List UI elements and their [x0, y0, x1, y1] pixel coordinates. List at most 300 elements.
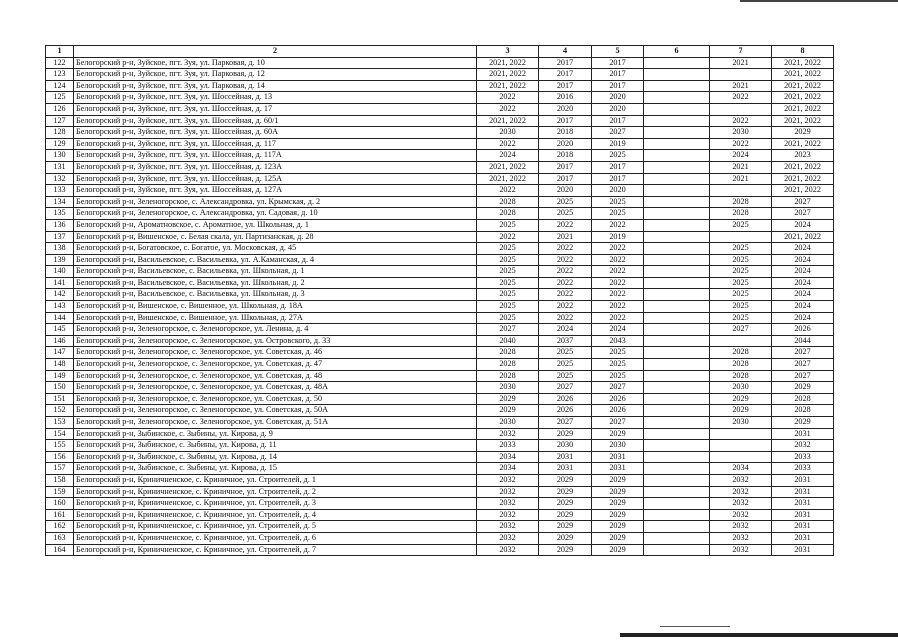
- table-cell: 2024: [772, 289, 834, 301]
- table-cell: 2021: [710, 173, 772, 185]
- table-cell: Белогорский р-н, Зуйское, пгт. Зуя, ул. Парковая, д. 12: [74, 69, 477, 81]
- table-cell: Белогорский р-н, Зуйское, пгт. Зуя, ул. Шоссейная, д. 117: [74, 138, 477, 150]
- table-cell: 2024: [539, 324, 592, 336]
- table-cell: 2021, 2022: [477, 57, 539, 69]
- table-cell: 2029: [539, 498, 592, 510]
- table-cell: 2021, 2022: [477, 115, 539, 127]
- table-cell: Белогорский р-н, Зуйское, пгт. Зуя, ул. Шоссейная, д. 60А: [74, 127, 477, 139]
- table-cell: 124: [46, 80, 74, 92]
- table-cell: [644, 69, 710, 81]
- table-cell: 2029: [539, 428, 592, 440]
- table-cell: 2025: [592, 150, 644, 162]
- table-cell: Белогорский р-н, Зыбинское, с. Зыбины, ул. Кирова, д. 11: [74, 440, 477, 452]
- table-cell: [644, 185, 710, 197]
- table-cell: 2029: [772, 127, 834, 139]
- table-cell: 141: [46, 277, 74, 289]
- table-cell: Белогорский р-н, Вишенское, с. Вишенное, ул. Школьная, д. 18А: [74, 301, 477, 313]
- table-cell: 163: [46, 532, 74, 544]
- table-cell: [644, 486, 710, 498]
- table-row: [46, 417, 834, 429]
- table-cell: 2032: [477, 428, 539, 440]
- table-cell: 149: [46, 370, 74, 382]
- table-cell: 2017: [539, 80, 592, 92]
- table-cell: [710, 428, 772, 440]
- table-cell: 2025: [477, 254, 539, 266]
- table-cell: 2025: [539, 359, 592, 371]
- table-cell: 2028: [477, 347, 539, 359]
- table-cell: 2021, 2022: [772, 185, 834, 197]
- table-cell: 2029: [592, 532, 644, 544]
- table-cell: 2020: [539, 103, 592, 115]
- table-row: [46, 208, 834, 220]
- scan-edge-top: [740, 0, 898, 2]
- table-cell: [644, 277, 710, 289]
- table-cell: 2022: [539, 289, 592, 301]
- header-cell: 8: [772, 46, 834, 58]
- table-cell: [644, 196, 710, 208]
- table-cell: 2031: [592, 463, 644, 475]
- table-cell: 2032: [710, 486, 772, 498]
- table-cell: 2027: [772, 347, 834, 359]
- table-cell: 135: [46, 208, 74, 220]
- table-cell: 2032: [477, 544, 539, 556]
- table-cell: [644, 393, 710, 405]
- table-row: [46, 486, 834, 498]
- table-cell: [644, 347, 710, 359]
- table-cell: 147: [46, 347, 74, 359]
- table-cell: Белогорский р-н, Зыбинское, с. Зыбины, ул. Кирова, д. 9: [74, 428, 477, 440]
- table-cell: 2027: [772, 370, 834, 382]
- table-cell: [644, 428, 710, 440]
- table-row: [46, 173, 834, 185]
- table-cell: 2028: [477, 370, 539, 382]
- table-cell: [644, 544, 710, 556]
- table-cell: 162: [46, 521, 74, 533]
- table-cell: [644, 301, 710, 313]
- table-cell: 2025: [592, 347, 644, 359]
- table-cell: 2024: [772, 312, 834, 324]
- table-cell: 160: [46, 498, 74, 510]
- table-cell: Белогорский р-н, Васильевское, с. Васильевка, ул. Школьная, д. 2: [74, 277, 477, 289]
- table-cell: [644, 138, 710, 150]
- table-cell: 2025: [710, 312, 772, 324]
- table-cell: [644, 359, 710, 371]
- table-cell: 143: [46, 301, 74, 313]
- table-cell: 2029: [710, 393, 772, 405]
- table-cell: Белогорский р-н, Зеленогорское, с. Александровка, ул. Крымская, д. 2: [74, 196, 477, 208]
- table-cell: Белогорский р-н, Зуйское, пгт. Зуя, ул. Парковая, д. 10: [74, 57, 477, 69]
- table-cell: 2032: [710, 521, 772, 533]
- table-cell: 2031: [539, 463, 592, 475]
- table-cell: 139: [46, 254, 74, 266]
- table-cell: Белогорский р-н, Зеленогорское, с. Зеленогорское, ул. Советская, д. 48А: [74, 382, 477, 394]
- table-cell: [644, 417, 710, 429]
- table-cell: 2029: [539, 521, 592, 533]
- table-cell: 2025: [477, 277, 539, 289]
- table-cell: 2017: [592, 69, 644, 81]
- table-row: [46, 428, 834, 440]
- table-cell: [644, 509, 710, 521]
- table-cell: Белогорский р-н, Криничненское, с. Криничное, ул. Строителей, д. 7: [74, 544, 477, 556]
- table-cell: 2022: [477, 185, 539, 197]
- table-cell: 2022: [592, 289, 644, 301]
- table-cell: 2025: [477, 243, 539, 255]
- table-row: [46, 498, 834, 510]
- table-cell: 2025: [477, 301, 539, 313]
- table-cell: 2031: [772, 509, 834, 521]
- housing-repair-schedule-table: [45, 45, 834, 556]
- table-cell: [644, 173, 710, 185]
- table-cell: 140: [46, 266, 74, 278]
- table-cell: 2025: [477, 312, 539, 324]
- table-cell: 126: [46, 103, 74, 115]
- table-cell: [644, 335, 710, 347]
- table-cell: 161: [46, 509, 74, 521]
- table-cell: Белогорский р-н, Зуйское, пгт. Зуя, ул. Шоссейная, д. 60/1: [74, 115, 477, 127]
- table-cell: 142: [46, 289, 74, 301]
- table-cell: 164: [46, 544, 74, 556]
- table-cell: 2032: [710, 509, 772, 521]
- table-row: [46, 115, 834, 127]
- header-cell: 1: [46, 46, 74, 58]
- table-cell: [644, 405, 710, 417]
- table-cell: 2027: [772, 359, 834, 371]
- table-cell: [644, 115, 710, 127]
- table-cell: 2028: [710, 359, 772, 371]
- table-cell: 2029: [772, 417, 834, 429]
- table-cell: 2030: [710, 382, 772, 394]
- table-row: [46, 532, 834, 544]
- table-cell: 2040: [477, 335, 539, 347]
- table-cell: [644, 254, 710, 266]
- table-cell: 2025: [592, 196, 644, 208]
- table-cell: Белогорский р-н, Зыбинское, с. Зыбины, ул. Кирова, д. 15: [74, 463, 477, 475]
- table-cell: 2022: [477, 138, 539, 150]
- table-row: [46, 277, 834, 289]
- table-cell: 2029: [539, 509, 592, 521]
- table-row: [46, 347, 834, 359]
- table-cell: 2021, 2022: [772, 92, 834, 104]
- header-cell: 3: [477, 46, 539, 58]
- table-cell: 2031: [772, 486, 834, 498]
- table-cell: 2028: [710, 347, 772, 359]
- table-cell: 2018: [539, 150, 592, 162]
- table-cell: 129: [46, 138, 74, 150]
- table-cell: [644, 219, 710, 231]
- table-cell: Белогорский р-н, Ароматновское, с. Ароматное, ул. Школьная, д. 1: [74, 219, 477, 231]
- table-cell: 2017: [539, 173, 592, 185]
- table-cell: 2020: [592, 185, 644, 197]
- table-cell: Белогорский р-н, Вишенское, с. Вишенное, ул. Школьная, д. 27А: [74, 312, 477, 324]
- table-cell: 158: [46, 474, 74, 486]
- table-cell: 2022: [592, 312, 644, 324]
- table-cell: 153: [46, 417, 74, 429]
- table-cell: Белогорский р-н, Зуйское, пгт. Зуя, ул. Шоссейная, д. 17: [74, 103, 477, 115]
- table-cell: 2029: [592, 428, 644, 440]
- table-cell: 2016: [539, 92, 592, 104]
- table-cell: [644, 532, 710, 544]
- table-cell: 2032: [710, 498, 772, 510]
- table-cell: 2028: [710, 196, 772, 208]
- table-cell: Белогорский р-н, Зуйское, пгт. Зуя, ул. Шоссейная, д. 125А: [74, 173, 477, 185]
- table-cell: 2032: [477, 498, 539, 510]
- table-cell: Белогорский р-н, Зеленогорское, с. Зеленогорское, ул. Советская, д. 46: [74, 347, 477, 359]
- table-cell: [710, 231, 772, 243]
- table-cell: 2021: [710, 57, 772, 69]
- table-row: [46, 127, 834, 139]
- table-cell: Белогорский р-н, Зуйское, пгт. Зуя, ул. Шоссейная, д. 127А: [74, 185, 477, 197]
- table-cell: 137: [46, 231, 74, 243]
- table-cell: [710, 451, 772, 463]
- table-row: [46, 161, 834, 173]
- table-cell: 2034: [477, 451, 539, 463]
- header-cell: 2: [74, 46, 477, 58]
- table-cell: Белогорский р-н, Криничненское, с. Криничное, ул. Строителей, д. 1: [74, 474, 477, 486]
- table-cell: 131: [46, 161, 74, 173]
- table-cell: [710, 69, 772, 81]
- table-cell: 2031: [539, 451, 592, 463]
- header-cell: 5: [592, 46, 644, 58]
- table-cell: 2025: [477, 219, 539, 231]
- table-row: [46, 69, 834, 81]
- table-cell: [710, 103, 772, 115]
- table-cell: Белогорский р-н, Васильевское, с. Васильевка, ул. А.Каманская, д. 4: [74, 254, 477, 266]
- table-cell: [644, 103, 710, 115]
- table-row: [46, 393, 834, 405]
- table-cell: [644, 127, 710, 139]
- table-row: [46, 266, 834, 278]
- table-cell: Белогорский р-н, Зеленогорское, с. Зеленогорское, ул. Советская, д. 51А: [74, 417, 477, 429]
- table-cell: 2032: [710, 474, 772, 486]
- table-cell: 123: [46, 69, 74, 81]
- table-cell: 2022: [539, 266, 592, 278]
- table-cell: [644, 451, 710, 463]
- table-cell: 2022: [592, 219, 644, 231]
- table-cell: 2025: [710, 266, 772, 278]
- table-cell: [644, 463, 710, 475]
- table-row: [46, 92, 834, 104]
- table-cell: [644, 80, 710, 92]
- table-cell: [644, 324, 710, 336]
- table-cell: 2025: [539, 370, 592, 382]
- table-row: [46, 231, 834, 243]
- table-cell: 2017: [592, 161, 644, 173]
- table-cell: 2024: [772, 277, 834, 289]
- table-cell: 2025: [539, 347, 592, 359]
- table-cell: Белогорский р-н, Зыбинское, с. Зыбины, ул. Кирова, д. 14: [74, 451, 477, 463]
- table-cell: 2029: [592, 521, 644, 533]
- table-cell: 2018: [539, 127, 592, 139]
- table-cell: 2022: [539, 219, 592, 231]
- table-cell: Белогорский р-н, Васильевское, с. Васильевка, ул. Школьная, д. 1: [74, 266, 477, 278]
- table-cell: 2021, 2022: [477, 80, 539, 92]
- table-cell: [644, 498, 710, 510]
- table-cell: 2022: [539, 254, 592, 266]
- table-cell: 2029: [592, 474, 644, 486]
- table-cell: Белогорский р-н, Зеленогорское, с. Зеленогорское, ул. Советская, д. 48: [74, 370, 477, 382]
- table-row: [46, 324, 834, 336]
- table-cell: 2029: [477, 393, 539, 405]
- table-cell: [644, 521, 710, 533]
- table-cell: [644, 231, 710, 243]
- table-cell: 2025: [710, 289, 772, 301]
- table-cell: 133: [46, 185, 74, 197]
- table-cell: Белогорский р-н, Зеленогорское, с. Зеленогорское, ул. Ленина, д. 4: [74, 324, 477, 336]
- table-cell: 2032: [477, 474, 539, 486]
- table-cell: Белогорский р-н, Зуйское, пгт. Зуя, ул. Парковая, д. 14: [74, 80, 477, 92]
- table-cell: 125: [46, 92, 74, 104]
- table-cell: 2029: [539, 532, 592, 544]
- table-row: [46, 254, 834, 266]
- table-cell: 156: [46, 451, 74, 463]
- table-cell: 2024: [592, 324, 644, 336]
- table-cell: 2020: [539, 138, 592, 150]
- table-cell: 2021, 2022: [772, 103, 834, 115]
- table-cell: 2022: [477, 92, 539, 104]
- table-cell: Белогорский р-н, Богатовское, с. Богатое, ул. Московская, д. 45: [74, 243, 477, 255]
- header-cell: 7: [710, 46, 772, 58]
- table-cell: 2031: [772, 532, 834, 544]
- table-cell: 2029: [477, 405, 539, 417]
- table-cell: 2028: [477, 359, 539, 371]
- table-cell: 2032: [710, 544, 772, 556]
- table-cell: 2021, 2022: [772, 69, 834, 81]
- table-cell: [644, 312, 710, 324]
- header-cell: 4: [539, 46, 592, 58]
- table-cell: 2029: [539, 486, 592, 498]
- table-cell: 2028: [477, 208, 539, 220]
- table-cell: 2030: [592, 440, 644, 452]
- table-cell: 127: [46, 115, 74, 127]
- table-cell: 150: [46, 382, 74, 394]
- table-cell: 2022: [477, 231, 539, 243]
- table-cell: 2017: [592, 57, 644, 69]
- table-cell: 132: [46, 173, 74, 185]
- scan-mark: [660, 626, 730, 627]
- table-row: [46, 150, 834, 162]
- table-cell: [644, 382, 710, 394]
- table-row: [46, 103, 834, 115]
- table-cell: 2021, 2022: [772, 115, 834, 127]
- table-cell: Белогорский р-н, Зеленогорское, с. Зеленогорское, ул. Советская, д. 50: [74, 393, 477, 405]
- table-cell: 2022: [539, 312, 592, 324]
- table-row: [46, 463, 834, 475]
- table-cell: 2025: [477, 266, 539, 278]
- table-cell: 2025: [477, 289, 539, 301]
- table-cell: 2025: [592, 359, 644, 371]
- table-cell: [644, 208, 710, 220]
- table-row: [46, 521, 834, 533]
- table-cell: [644, 57, 710, 69]
- table-cell: [644, 92, 710, 104]
- table-cell: [644, 161, 710, 173]
- table-cell: 154: [46, 428, 74, 440]
- table-cell: 2030: [710, 127, 772, 139]
- table-cell: 2033: [477, 440, 539, 452]
- table-cell: 2025: [592, 370, 644, 382]
- table-cell: 2022: [710, 92, 772, 104]
- table-cell: 155: [46, 440, 74, 452]
- table-cell: 2030: [539, 440, 592, 452]
- table-cell: 2027: [772, 208, 834, 220]
- table-cell: 2032: [477, 486, 539, 498]
- table-cell: Белогорский р-н, Криничненское, с. Криничное, ул. Строителей, д. 3: [74, 498, 477, 510]
- table-cell: 2025: [710, 301, 772, 313]
- table-cell: 134: [46, 196, 74, 208]
- table-cell: 2034: [477, 463, 539, 475]
- table-row: [46, 509, 834, 521]
- table-cell: 2022: [592, 254, 644, 266]
- table-cell: 146: [46, 335, 74, 347]
- table-cell: 2033: [772, 463, 834, 475]
- table-body: [46, 57, 834, 556]
- table-cell: [644, 474, 710, 486]
- table-row: [46, 196, 834, 208]
- table-cell: 2024: [477, 150, 539, 162]
- table-cell: 2031: [772, 521, 834, 533]
- table-cell: 2022: [539, 277, 592, 289]
- table-cell: 2025: [710, 243, 772, 255]
- table-row: [46, 382, 834, 394]
- table-cell: Белогорский р-н, Зуйское, пгт. Зуя, ул. Шоссейная, д. 123А: [74, 161, 477, 173]
- table-cell: [710, 185, 772, 197]
- table-cell: Белогорский р-н, Криничненское, с. Криничное, ул. Строителей, д. 4: [74, 509, 477, 521]
- table-cell: 2025: [539, 196, 592, 208]
- table-cell: 2024: [772, 301, 834, 313]
- table-cell: 2019: [592, 231, 644, 243]
- table-cell: 2044: [772, 335, 834, 347]
- table-cell: 2027: [592, 382, 644, 394]
- table-cell: 2030: [477, 417, 539, 429]
- table-cell: [644, 370, 710, 382]
- table-cell: 2019: [592, 138, 644, 150]
- table-cell: Белогорский р-н, Зеленогорское, с. Александровка, ул. Садовая, д. 10: [74, 208, 477, 220]
- table-cell: 157: [46, 463, 74, 475]
- table-cell: 2029: [592, 509, 644, 521]
- table-cell: 2029: [539, 474, 592, 486]
- table-cell: 2029: [592, 498, 644, 510]
- table-cell: 2033: [772, 451, 834, 463]
- table-cell: 2020: [539, 185, 592, 197]
- table-cell: 2021: [710, 80, 772, 92]
- table-cell: 2032: [477, 509, 539, 521]
- table-cell: 2028: [710, 208, 772, 220]
- table-cell: 2024: [710, 150, 772, 162]
- table-cell: 2027: [772, 196, 834, 208]
- table-cell: 2029: [592, 486, 644, 498]
- table-row: [46, 474, 834, 486]
- table-cell: 2032: [772, 440, 834, 452]
- table-cell: Белогорский р-н, Криничненское, с. Криничное, ул. Строителей, д. 2: [74, 486, 477, 498]
- table-cell: [644, 243, 710, 255]
- table-row: [46, 359, 834, 371]
- table-cell: 2021, 2022: [477, 69, 539, 81]
- table-cell: 2021: [539, 231, 592, 243]
- table-row: [46, 289, 834, 301]
- table-cell: 145: [46, 324, 74, 336]
- table-row: [46, 440, 834, 452]
- table-row: [46, 312, 834, 324]
- table-row: [46, 219, 834, 231]
- table-cell: 2029: [539, 544, 592, 556]
- table-cell: 2029: [710, 405, 772, 417]
- table-cell: 2022: [592, 243, 644, 255]
- table-cell: 2017: [539, 69, 592, 81]
- table-cell: 152: [46, 405, 74, 417]
- table-cell: [710, 335, 772, 347]
- table-cell: 2021, 2022: [477, 173, 539, 185]
- table-cell: 2031: [772, 498, 834, 510]
